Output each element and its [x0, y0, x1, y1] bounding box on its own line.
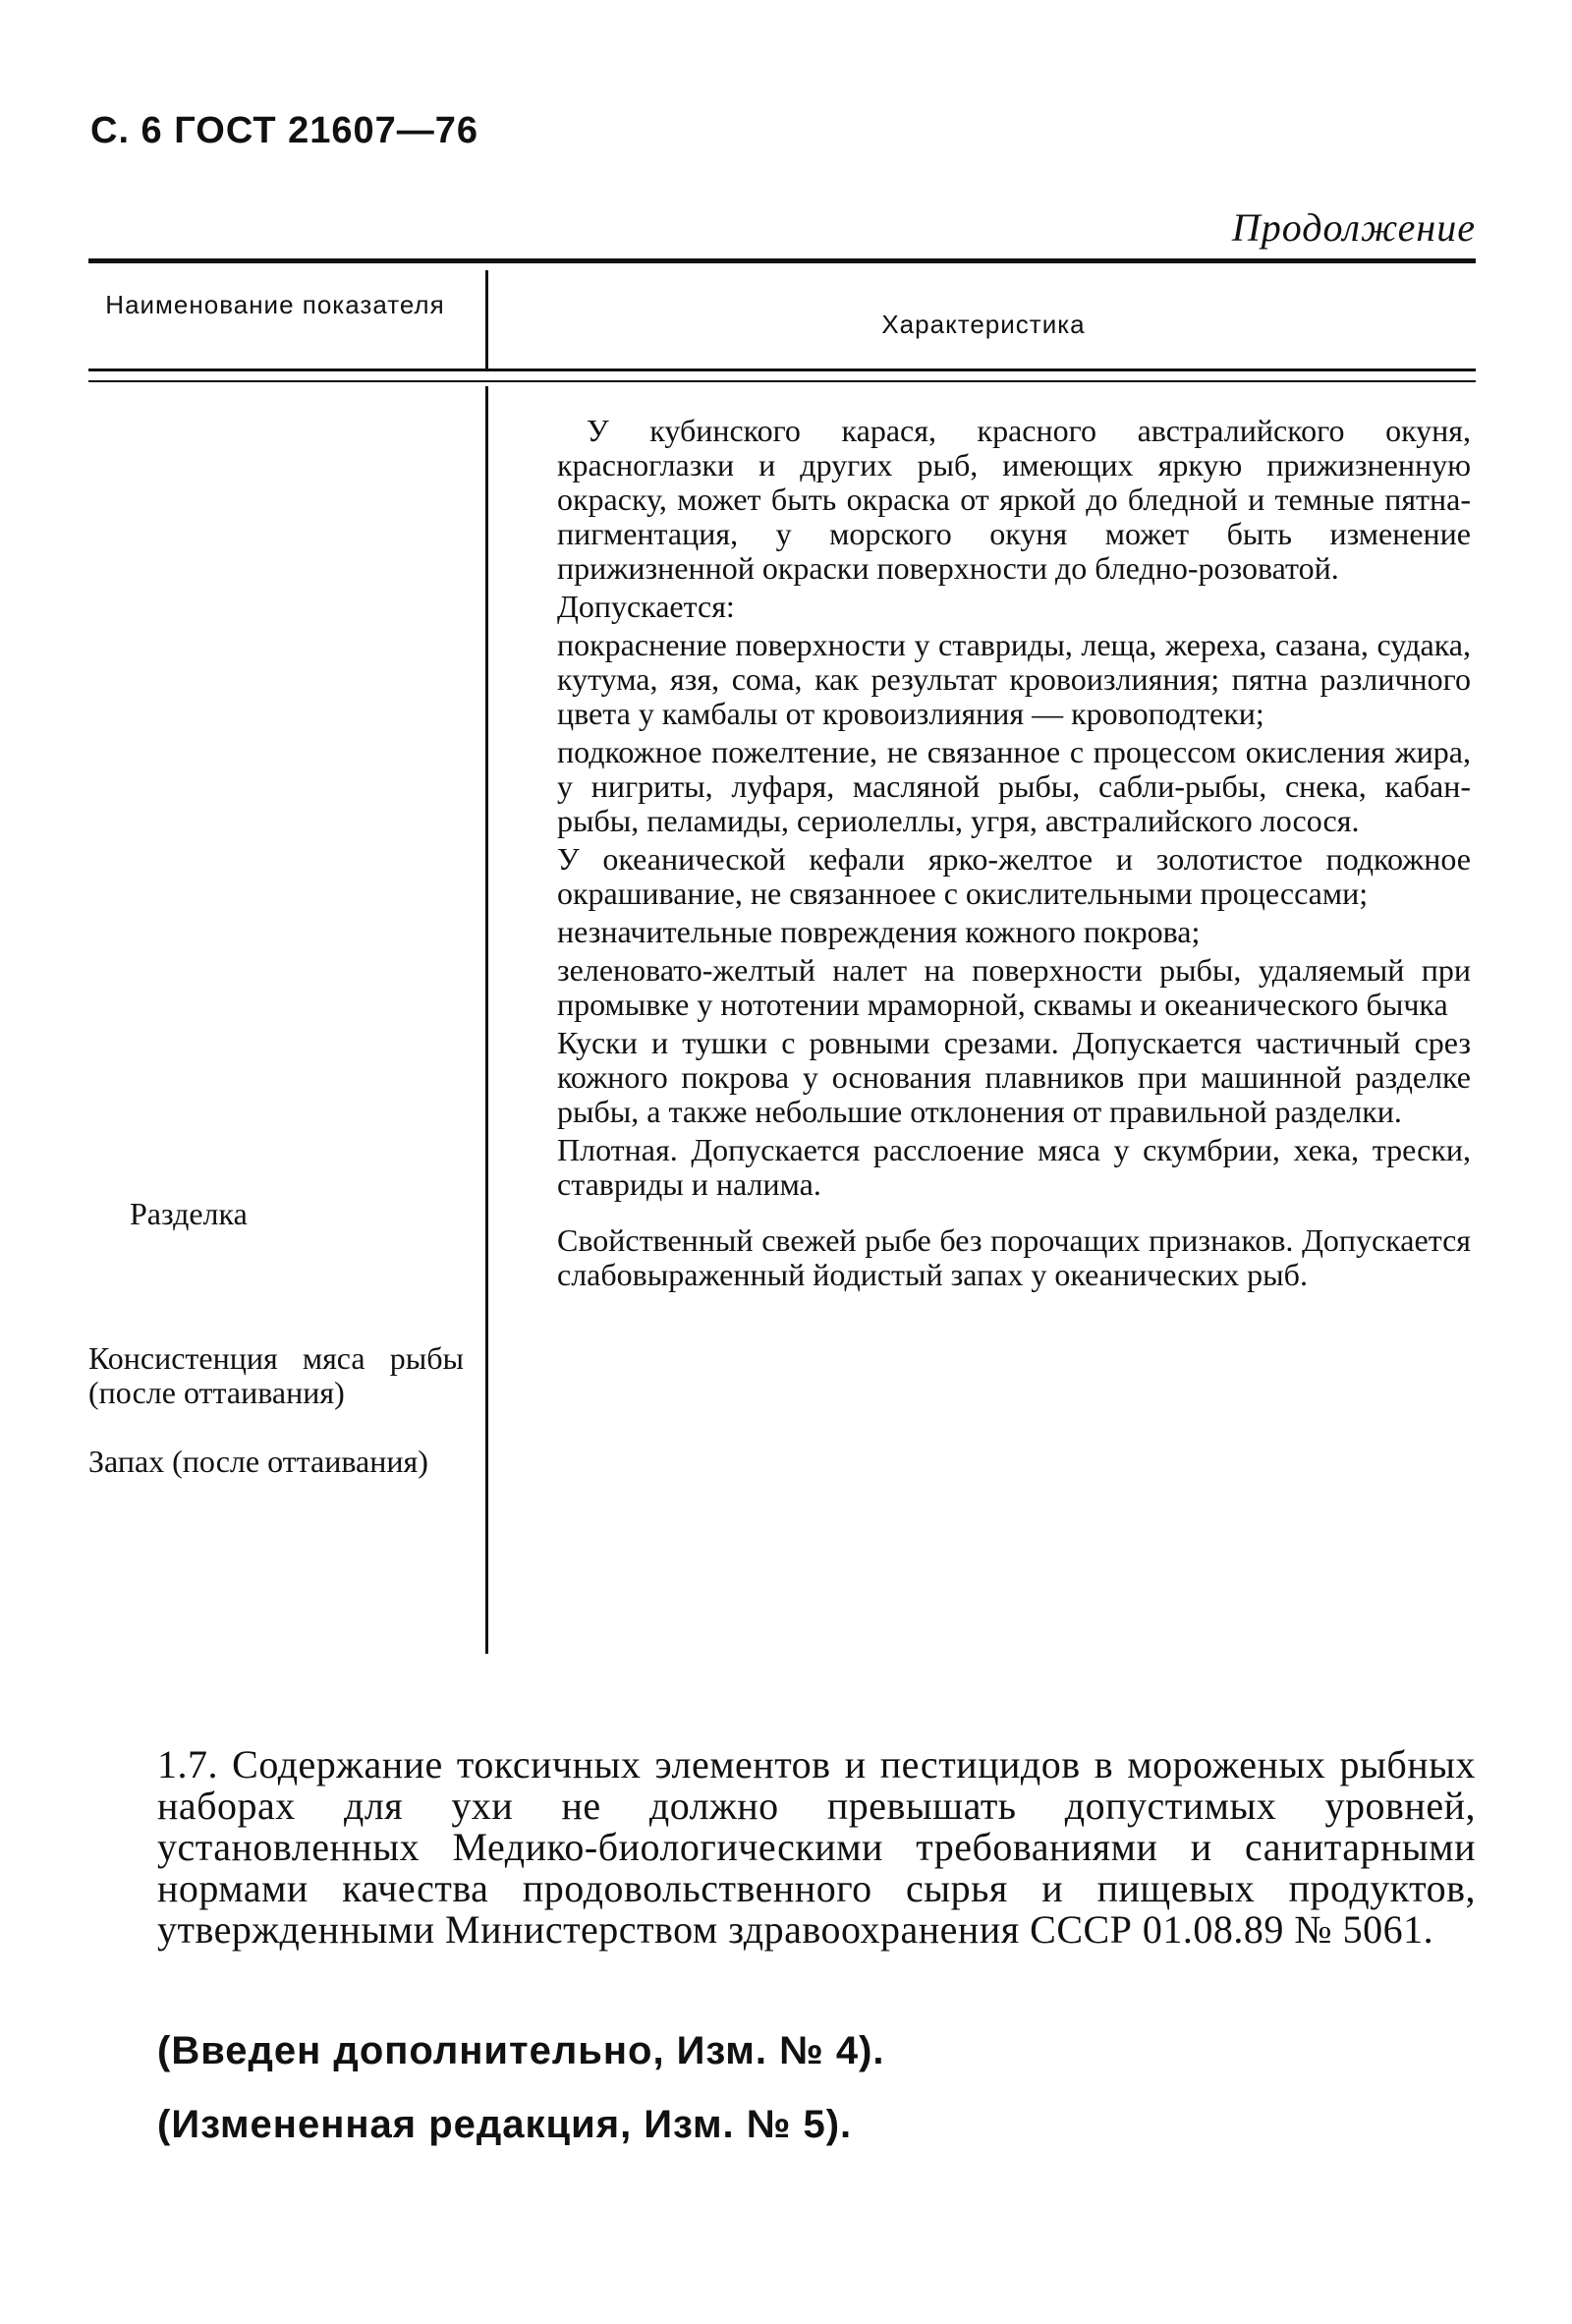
smell-characteristic: Свойственный свежей рыбе без порочащих признаков. Допускается слабовыраженный йодистый запах у океанических рыб.: [557, 1222, 1471, 1292]
appearance-paragraph: зеленовато-желтый налет на поверхности рыбы, удаляемый при промывке у нототении мраморной, сквамы и океанического бычка: [557, 952, 1471, 1022]
appearance-paragraph: незначительные повреждения кожного покрова;: [557, 914, 1201, 949]
appearance-paragraph: У кубинского карася, красного австралийского окуня, красноглазки и других рыб, имеющих яркую прижизненную окраску, может быть окраска от яркой до бледной и темные пятна-пигментация, у морского окуня может быть изменение прижизненной окраски поверхности до бледно-розоватой.: [557, 413, 1471, 586]
appearance-paragraph: подкожное пожелтение, не связанное с процессом окисления жира, у нигриты, луфаря, масляной рыбы, сабли-рыбы, снека, кабан-рыбы, пеламиды, сериолеллы, угря, австралийского лосося.: [557, 734, 1471, 838]
consistency-label: Консистенция мяса рыбы (после оттаивания): [88, 1340, 464, 1410]
section-1-7-paragraph: [157, 1744, 1476, 1951]
smell-label: Запах (после оттаивания): [88, 1444, 428, 1479]
continuation-label: Продолжение: [1231, 205, 1476, 250]
characteristic-column: [557, 414, 1471, 1296]
characteristics-table: [88, 258, 1476, 1654]
note-introduced: (Введен дополнительно, Изм. № 4).: [157, 2029, 885, 2072]
table-top-rule: [88, 258, 1476, 263]
column-header-characteristic: Характеристика: [881, 310, 1086, 339]
appearance-paragraph: У океанической кефали ярко-желтое и золотистое подкожное окрашивание, не связанноее с окислительными процессами;: [557, 841, 1471, 911]
section-text: Содержание токсичных элементов и пестицидов в мороженых рыбных наборах для ухи не должно превышать допустимых уровней, установленных Медико-биологическими требованиями и санитарными нормами качества продовольственного сырья и пищевых продуктов, утвержденными Министерством здравоохранения СССР 01.08.89 № 5061.: [157, 1742, 1476, 1952]
appearance-paragraph: покраснение поверхности у ставриды, леща, жереха, сазана, судака, кутума, язя, сома, как результат кровоизлияния; пятна различного цвета у камбалы от кровоизлияния — кровоподтеки;: [557, 627, 1471, 731]
appearance-paragraph: Допускается:: [557, 589, 735, 624]
body-column-divider: [485, 386, 488, 1654]
header-rule: [88, 368, 1476, 371]
page-header: С. 6 ГОСТ 21607—76: [90, 110, 479, 151]
column-header-indicator: Наименование показателя: [105, 290, 445, 319]
header-column-divider: [485, 270, 488, 368]
section-number: 1.7.: [157, 1742, 218, 1786]
note-amended: (Измененная редакция, Изм. № 5).: [157, 2103, 853, 2146]
header-rule-double: [88, 380, 1476, 382]
cutting-label: Разделка: [130, 1196, 248, 1231]
cutting-characteristic: Куски и тушки с ровными срезами. Допускается частичный срез кожного покрова у основания плавников при машинной разделке рыбы, а также небольшие отклонения от правильной разделки.: [557, 1025, 1471, 1129]
consistency-characteristic: Плотная. Допускается расслоение мяса у скумбрии, хека, трески, ставриды и налима.: [557, 1132, 1471, 1202]
